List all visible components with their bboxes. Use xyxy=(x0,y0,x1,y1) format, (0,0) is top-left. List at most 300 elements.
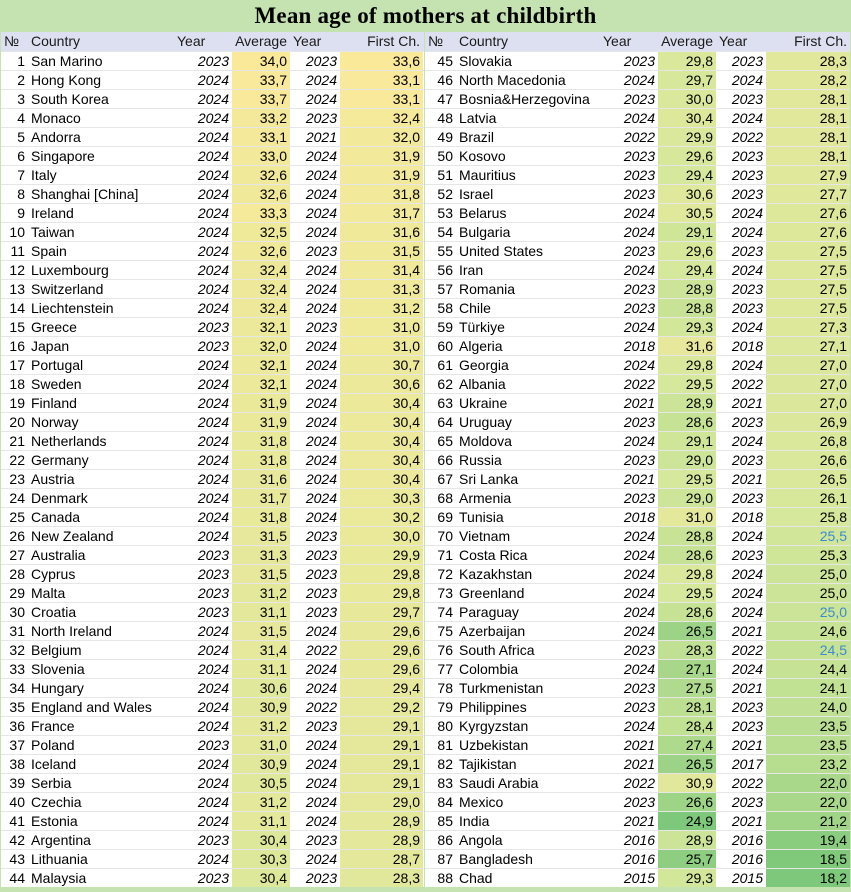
country-name: Argentina xyxy=(31,832,91,848)
year-cell: 2024 xyxy=(623,319,655,335)
table-row xyxy=(425,374,850,393)
row-number: 11 xyxy=(10,243,25,259)
first-child-age: 29,6 xyxy=(340,641,423,659)
row-number: 2 xyxy=(17,72,25,88)
country-name: Angola xyxy=(459,832,503,848)
table-row xyxy=(425,507,850,526)
row-number: 59 xyxy=(437,319,453,335)
year-cell: 2024 xyxy=(197,528,229,544)
row-number: 67 xyxy=(437,471,453,487)
first-child-age: 25,0 xyxy=(766,565,850,583)
row-number: 63 xyxy=(437,395,453,411)
average-age: 29,0 xyxy=(658,489,716,507)
row-number: 65 xyxy=(437,433,453,449)
average-age: 29,4 xyxy=(658,261,716,279)
first-child-age: 24,6 xyxy=(766,622,850,640)
year2-cell: 2024 xyxy=(305,490,337,506)
table-row xyxy=(425,108,850,127)
table-row xyxy=(425,298,850,317)
table-row xyxy=(1,70,424,89)
first-child-age: 31,9 xyxy=(340,166,423,184)
year-cell: 2024 xyxy=(197,91,229,107)
country-name: South Korea xyxy=(31,91,109,107)
year2-cell: 2023 xyxy=(731,300,763,316)
first-child-age: 31,0 xyxy=(340,337,423,355)
year2-cell: 2021 xyxy=(731,471,763,487)
table-row xyxy=(425,431,850,450)
country-name: Hungary xyxy=(31,680,84,696)
row-number: 3 xyxy=(17,91,25,107)
first-child-age: 30,4 xyxy=(340,451,423,469)
average-age: 28,9 xyxy=(658,280,716,298)
tables-container xyxy=(0,32,851,892)
year-cell: 2024 xyxy=(197,262,229,278)
row-number: 47 xyxy=(437,91,453,107)
average-age: 31,8 xyxy=(232,508,290,526)
average-age: 33,7 xyxy=(232,71,290,89)
first-child-age: 18,2 xyxy=(766,869,850,887)
average-age: 29,0 xyxy=(658,451,716,469)
average-age: 31,0 xyxy=(658,508,716,526)
row-number: 79 xyxy=(437,699,453,715)
average-age: 26,5 xyxy=(658,755,716,773)
year-cell: 2024 xyxy=(197,224,229,240)
country-name: Russia xyxy=(459,452,502,468)
table-row xyxy=(1,849,424,868)
year2-cell: 2023 xyxy=(305,53,337,69)
row-number: 72 xyxy=(437,566,453,582)
first-child-age: 29,1 xyxy=(340,774,423,792)
year2-cell: 2024 xyxy=(305,357,337,373)
table-row xyxy=(1,507,424,526)
row-number: 61 xyxy=(437,357,453,373)
table-row xyxy=(425,336,850,355)
first-child-age: 31,9 xyxy=(340,147,423,165)
year2-cell: 2023 xyxy=(731,53,763,69)
year2-cell: 2024 xyxy=(731,585,763,601)
row-number: 17 xyxy=(9,357,25,373)
year-cell: 2023 xyxy=(623,281,655,297)
first-child-age: 19,4 xyxy=(766,831,850,849)
row-number: 28 xyxy=(9,566,25,582)
table-row xyxy=(1,279,424,298)
average-age: 28,9 xyxy=(658,831,716,849)
table-row xyxy=(425,127,850,146)
average-age: 29,6 xyxy=(658,147,716,165)
table-row xyxy=(425,773,850,792)
year2-cell: 2024 xyxy=(305,509,337,525)
first-child-age: 29,6 xyxy=(340,622,423,640)
year-cell: 2022 xyxy=(623,376,655,392)
first-child-age: 27,0 xyxy=(766,375,850,393)
first-child-age: 32,0 xyxy=(340,128,423,146)
year2-cell: 2018 xyxy=(731,509,763,525)
year2-cell: 2024 xyxy=(731,262,763,278)
country-name: Türkiye xyxy=(459,319,505,335)
row-number: 86 xyxy=(437,832,453,848)
country-name: Costa Rica xyxy=(459,547,528,563)
year-cell: 2024 xyxy=(197,661,229,677)
average-age: 31,5 xyxy=(232,565,290,583)
average-age: 29,6 xyxy=(658,242,716,260)
row-number: 13 xyxy=(9,281,25,297)
table-row xyxy=(425,488,850,507)
row-number: 10 xyxy=(9,224,25,240)
row-number: 62 xyxy=(437,376,453,392)
country-name: Singapore xyxy=(31,148,95,164)
year2-cell: 2016 xyxy=(731,851,763,867)
country-name: Kosovo xyxy=(459,148,506,164)
country-name: Albania xyxy=(459,376,506,392)
average-age: 31,2 xyxy=(232,793,290,811)
country-name: India xyxy=(459,813,490,829)
row-number: 36 xyxy=(9,718,25,734)
row-number: 46 xyxy=(437,72,453,88)
year2-cell: 2024 xyxy=(731,110,763,126)
year-cell: 2024 xyxy=(623,72,655,88)
country-name: Algeria xyxy=(459,338,503,354)
country-name: Kyrgyzstan xyxy=(459,718,529,734)
first-child-age: 28,3 xyxy=(766,52,850,70)
table-row xyxy=(1,735,424,754)
average-age: 32,6 xyxy=(232,185,290,203)
year-cell: 2021 xyxy=(623,813,655,829)
year2-cell: 2023 xyxy=(731,699,763,715)
page-title: Mean age of mothers at childbirth xyxy=(254,3,597,28)
year2-cell: 2024 xyxy=(305,281,337,297)
row-number: 51 xyxy=(437,167,453,183)
first-child-age: 30,6 xyxy=(340,375,423,393)
first-child-age: 26,6 xyxy=(766,451,850,469)
year2-cell: 2024 xyxy=(731,604,763,620)
table-row xyxy=(425,811,850,830)
year-cell: 2023 xyxy=(623,186,655,202)
year2-cell: 2024 xyxy=(731,319,763,335)
year2-cell: 2022 xyxy=(731,129,763,145)
row-number: 74 xyxy=(437,604,453,620)
first-child-age: 18,5 xyxy=(766,850,850,868)
table-row xyxy=(1,412,424,431)
average-age: 30,6 xyxy=(658,185,716,203)
year-cell: 2023 xyxy=(197,53,229,69)
year2-cell: 2023 xyxy=(731,167,763,183)
country-name: Sweden xyxy=(31,376,82,392)
row-number: 52 xyxy=(437,186,453,202)
table-row xyxy=(1,393,424,412)
row-number: 45 xyxy=(437,53,453,69)
row-number: 57 xyxy=(437,281,453,297)
table-row xyxy=(425,849,850,868)
year2-cell: 2024 xyxy=(305,433,337,449)
country-name: Mauritius xyxy=(459,167,516,183)
table-row xyxy=(425,602,850,621)
average-age: 28,8 xyxy=(658,299,716,317)
year-cell: 2021 xyxy=(623,471,655,487)
country-name: Slovenia xyxy=(31,661,85,677)
first-child-age: 28,1 xyxy=(766,109,850,127)
year-cell: 2023 xyxy=(197,547,229,563)
row-number: 81 xyxy=(437,737,453,753)
year2-cell: 2024 xyxy=(305,794,337,810)
table-row xyxy=(425,621,850,640)
row-number: 6 xyxy=(17,148,25,164)
table-row xyxy=(1,792,424,811)
table-row xyxy=(1,602,424,621)
first-child-age: 28,2 xyxy=(766,71,850,89)
year-cell: 2016 xyxy=(623,832,655,848)
year2-cell: 2024 xyxy=(731,566,763,582)
first-child-age: 33,1 xyxy=(340,71,423,89)
left-table xyxy=(1,32,424,887)
first-child-age: 30,4 xyxy=(340,413,423,431)
header-no: № xyxy=(4,33,20,49)
year2-cell: 2024 xyxy=(731,528,763,544)
average-age: 29,1 xyxy=(658,223,716,241)
year-cell: 2024 xyxy=(197,623,229,639)
row-number: 22 xyxy=(9,452,25,468)
country-name: Taiwan xyxy=(31,224,75,240)
country-name: Ireland xyxy=(31,205,74,221)
year-cell: 2024 xyxy=(623,585,655,601)
average-age: 31,6 xyxy=(232,470,290,488)
year-cell: 2021 xyxy=(623,756,655,772)
average-age: 32,0 xyxy=(232,337,290,355)
average-age: 30,9 xyxy=(232,698,290,716)
year-cell: 2024 xyxy=(197,642,229,658)
first-child-age: 27,5 xyxy=(766,242,850,260)
average-age: 28,6 xyxy=(658,603,716,621)
year-cell: 2024 xyxy=(623,661,655,677)
country-name: Azerbaijan xyxy=(459,623,526,639)
table-row xyxy=(425,70,850,89)
header-year: Year xyxy=(603,33,632,49)
first-child-age: 29,0 xyxy=(340,793,423,811)
average-age: 30,5 xyxy=(232,774,290,792)
average-age: 31,3 xyxy=(232,546,290,564)
header-no: № xyxy=(428,33,444,49)
row-number: 84 xyxy=(437,794,453,810)
average-age: 31,4 xyxy=(232,641,290,659)
first-child-age: 31,3 xyxy=(340,280,423,298)
year-cell: 2024 xyxy=(197,148,229,164)
year-cell: 2023 xyxy=(197,870,229,886)
year-cell: 2024 xyxy=(197,243,229,259)
table-row xyxy=(1,545,424,564)
average-age: 29,8 xyxy=(658,356,716,374)
country-name: Romania xyxy=(459,281,516,297)
average-age: 29,5 xyxy=(658,470,716,488)
country-name: Greenland xyxy=(459,585,525,601)
row-number: 43 xyxy=(9,851,25,867)
row-number: 40 xyxy=(9,794,25,810)
year2-cell: 2023 xyxy=(731,718,763,734)
year-cell: 2018 xyxy=(623,338,655,354)
year-cell: 2024 xyxy=(623,433,655,449)
country-name: Malta xyxy=(31,585,66,601)
year-cell: 2021 xyxy=(623,737,655,753)
first-child-age: 27,6 xyxy=(766,223,850,241)
row-number: 85 xyxy=(437,813,453,829)
year-cell: 2024 xyxy=(197,680,229,696)
year2-cell: 2024 xyxy=(305,775,337,791)
year-cell: 2024 xyxy=(197,110,229,126)
year-cell: 2023 xyxy=(623,699,655,715)
table-row xyxy=(1,298,424,317)
year-cell: 2024 xyxy=(623,357,655,373)
first-child-age: 30,4 xyxy=(340,432,423,450)
year-cell: 2023 xyxy=(623,148,655,164)
row-number: 55 xyxy=(437,243,453,259)
first-child-age: 27,5 xyxy=(766,280,850,298)
year2-cell: 2024 xyxy=(305,300,337,316)
table-row xyxy=(1,621,424,640)
row-number: 23 xyxy=(9,471,25,487)
table-row xyxy=(425,678,850,697)
year2-cell: 2023 xyxy=(731,794,763,810)
year2-cell: 2024 xyxy=(305,186,337,202)
table-row xyxy=(1,754,424,773)
country-name: Bangladesh xyxy=(459,851,533,867)
table-row xyxy=(425,792,850,811)
table-row xyxy=(425,279,850,298)
table-row xyxy=(425,51,850,70)
table-row xyxy=(1,583,424,602)
year2-cell: 2024 xyxy=(305,376,337,392)
year-cell: 2024 xyxy=(197,281,229,297)
year-cell: 2021 xyxy=(623,395,655,411)
country-name: Portugal xyxy=(31,357,84,373)
table-row xyxy=(425,697,850,716)
country-name: Finland xyxy=(31,395,77,411)
country-name: Vietnam xyxy=(459,528,511,544)
year-cell: 2024 xyxy=(623,528,655,544)
row-number: 31 xyxy=(9,623,25,639)
year-cell: 2023 xyxy=(197,338,229,354)
average-age: 29,5 xyxy=(658,584,716,602)
country-name: Tunisia xyxy=(459,509,504,525)
first-child-age: 27,9 xyxy=(766,166,850,184)
year-cell: 2023 xyxy=(197,832,229,848)
country-name: Israel xyxy=(459,186,494,202)
year-cell: 2023 xyxy=(197,737,229,753)
first-child-age: 31,5 xyxy=(340,242,423,260)
table-row xyxy=(1,336,424,355)
average-age: 29,8 xyxy=(658,565,716,583)
year-cell: 2015 xyxy=(623,870,655,886)
average-age: 33,2 xyxy=(232,109,290,127)
year2-cell: 2024 xyxy=(731,224,763,240)
row-number: 58 xyxy=(437,300,453,316)
average-age: 31,7 xyxy=(232,489,290,507)
year-cell: 2024 xyxy=(623,205,655,221)
year-cell: 2024 xyxy=(623,604,655,620)
year2-cell: 2024 xyxy=(305,680,337,696)
row-number: 75 xyxy=(437,623,453,639)
year-cell: 2024 xyxy=(623,718,655,734)
average-age: 33,3 xyxy=(232,204,290,222)
average-age: 28,8 xyxy=(658,527,716,545)
year-cell: 2023 xyxy=(623,452,655,468)
country-name: Serbia xyxy=(31,775,72,791)
year-cell: 2024 xyxy=(197,376,229,392)
table-row xyxy=(1,431,424,450)
country-name: Moldova xyxy=(459,433,512,449)
row-number: 41 xyxy=(9,813,25,829)
average-age: 31,2 xyxy=(232,584,290,602)
country-name: North Macedonia xyxy=(459,72,566,88)
header-year2: Year xyxy=(293,33,322,49)
table-row xyxy=(1,697,424,716)
year2-cell: 2023 xyxy=(731,91,763,107)
first-child-age: 25,0 xyxy=(766,584,850,602)
table-row xyxy=(1,830,424,849)
row-number: 73 xyxy=(437,585,453,601)
year-cell: 2023 xyxy=(623,243,655,259)
first-child-age: 33,6 xyxy=(340,52,423,70)
year-cell: 2023 xyxy=(623,642,655,658)
average-age: 30,3 xyxy=(232,850,290,868)
row-number: 12 xyxy=(9,262,25,278)
country-name: Czechia xyxy=(31,794,82,810)
row-number: 56 xyxy=(437,262,453,278)
first-child-age: 31,0 xyxy=(340,318,423,336)
row-number: 49 xyxy=(437,129,453,145)
year-cell: 2024 xyxy=(197,471,229,487)
year2-cell: 2024 xyxy=(305,338,337,354)
average-age: 29,3 xyxy=(658,318,716,336)
row-number: 60 xyxy=(437,338,453,354)
table-row xyxy=(425,583,850,602)
first-child-age: 28,7 xyxy=(340,850,423,868)
year2-cell: 2024 xyxy=(305,452,337,468)
year-cell: 2023 xyxy=(197,604,229,620)
header-average: Average xyxy=(235,33,287,49)
row-number: 21 xyxy=(9,433,25,449)
row-number: 42 xyxy=(9,832,25,848)
first-child-age: 26,1 xyxy=(766,489,850,507)
year2-cell: 2018 xyxy=(731,338,763,354)
year2-cell: 2021 xyxy=(731,737,763,753)
first-child-age: 29,8 xyxy=(340,565,423,583)
country-name: Turkmenistan xyxy=(459,680,544,696)
first-child-age: 29,1 xyxy=(340,736,423,754)
row-number: 44 xyxy=(9,870,25,886)
year-cell: 2024 xyxy=(197,357,229,373)
row-number: 35 xyxy=(9,699,25,715)
table-row xyxy=(1,127,424,146)
average-age: 27,5 xyxy=(658,679,716,697)
year2-cell: 2023 xyxy=(731,452,763,468)
year2-cell: 2024 xyxy=(305,148,337,164)
year-cell: 2024 xyxy=(197,756,229,772)
row-number: 15 xyxy=(9,319,25,335)
row-number: 78 xyxy=(437,680,453,696)
country-name: Norway xyxy=(31,414,79,430)
first-child-age: 28,1 xyxy=(766,147,850,165)
row-number: 53 xyxy=(437,205,453,221)
table-row xyxy=(1,260,424,279)
first-child-age: 23,5 xyxy=(766,736,850,754)
row-number: 9 xyxy=(17,205,25,221)
average-age: 29,9 xyxy=(658,128,716,146)
average-age: 28,4 xyxy=(658,717,716,735)
country-name: Philippines xyxy=(459,699,527,715)
average-age: 31,8 xyxy=(232,432,290,450)
country-name: Shanghai [China] xyxy=(31,186,139,202)
average-age: 28,1 xyxy=(658,698,716,716)
country-name: Iran xyxy=(459,262,484,278)
country-name: Spain xyxy=(31,243,67,259)
